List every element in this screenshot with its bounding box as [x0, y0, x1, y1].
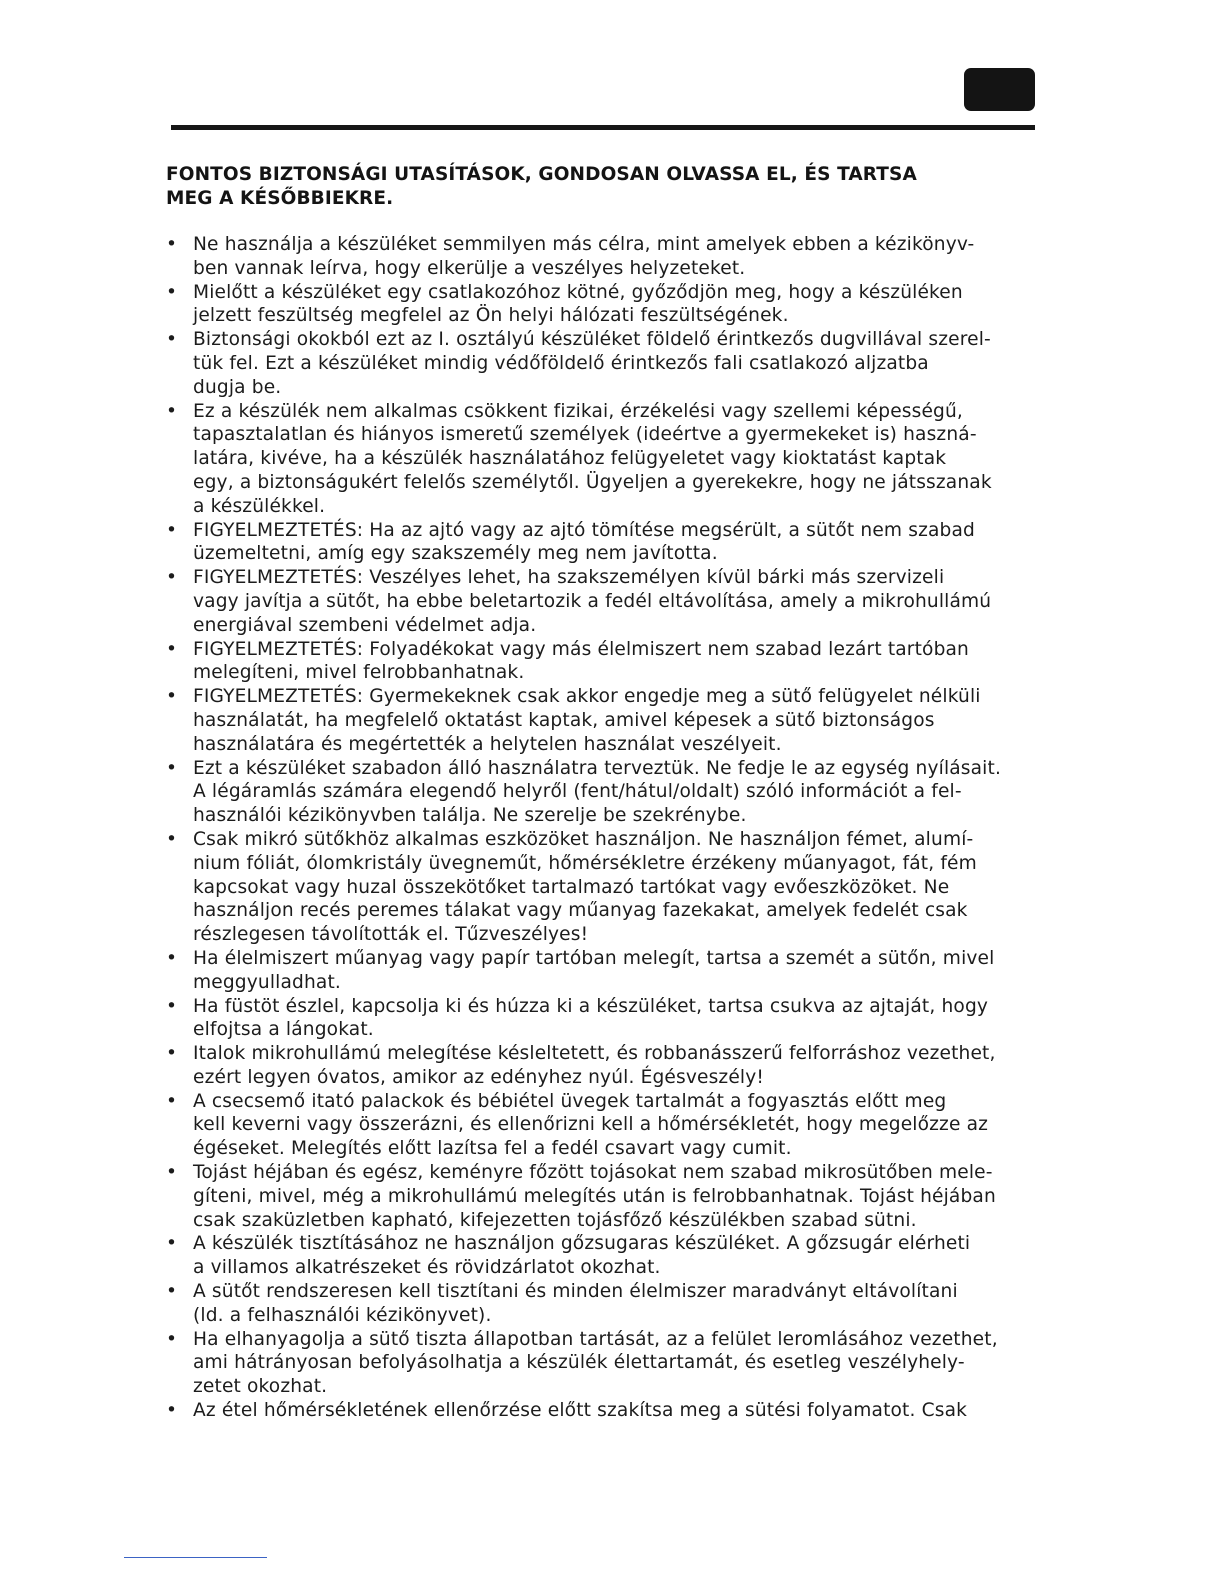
- header-rule: [171, 125, 1035, 130]
- safety-instruction-item: [166, 1328, 1086, 1399]
- bullet-icon: •: [166, 234, 178, 255]
- instruction-text-line: energiával szembeni védelmet adja.: [193, 614, 537, 636]
- bullet-icon: •: [166, 281, 178, 303]
- safety-instruction-item: [166, 233, 1086, 281]
- instruction-text-line: Biztonsági okokból ezt az I. osztályú készüléket földelő érintkezős dugvillával szerel-: [193, 329, 991, 351]
- instruction-text-line: Ez a készülék nem alkalmas csökkent fizikai, érzékelési vagy szellemi képességű,: [193, 400, 963, 422]
- instruction-text-line: Ha füstöt észlel, kapcsolja ki és húzza ki a készüléket, tartsa csukva az ajtaját, hogy: [193, 995, 989, 1017]
- safety-instruction-item: [166, 566, 1086, 637]
- bullet-icon: •: [166, 828, 178, 850]
- bullet-icon: •: [166, 686, 178, 708]
- bullet-icon: •: [166, 1400, 178, 1422]
- safety-instructions-heading: [166, 163, 1046, 211]
- instruction-text-line: A sütőt rendszeresen kell tisztítani és minden élelmiszer maradványt eltávolítani: [193, 1281, 958, 1303]
- instruction-text-line: A készülék tisztításához ne használjon gőzsugaras készüléket. A gőzsugár elérheti: [193, 1233, 971, 1255]
- bullet-icon: •: [166, 567, 178, 589]
- safety-instruction-item: [166, 995, 1086, 1043]
- instruction-text-line: kell keverni vagy összerázni, és ellenőrizni kell a hőmérsékletét, hogy megelőzze az: [193, 1114, 989, 1136]
- safety-instruction-item: [166, 1280, 1086, 1328]
- instruction-text-line: zetet okozhat.: [193, 1376, 328, 1398]
- instruction-text-line: gíteni, mivel, még a mikrohullámú melegítés után is felrobbanhatnak. Tojást héjában: [193, 1185, 996, 1207]
- instruction-text-line: üzemeltetni, amíg egy szakszemély meg nem javította.: [193, 543, 718, 565]
- instruction-text-line: ben vannak leírva, hogy elkerülje a veszélyes helyzeteket.: [193, 257, 746, 279]
- instruction-text-line: Csak mikró sütőkhöz alkalmas eszközöket használjon. Ne használjon fémet, alumí-: [193, 828, 974, 850]
- safety-instruction-item: [166, 828, 1086, 947]
- instruction-text-line: ezért legyen óvatos, amikor az edényhez nyúl. Égésveszély!: [193, 1066, 765, 1088]
- bullet-icon: •: [166, 638, 178, 660]
- bullet-icon: •: [166, 400, 178, 422]
- instruction-text-line: egy, a biztonságukért felelős személytől. Ügyeljen a gyerekekre, hogy ne játsszanak: [193, 471, 992, 493]
- bullet-icon: •: [166, 1162, 178, 1184]
- instruction-text-line: használatára és megértették a helytelen használat veszélyeit.: [193, 733, 782, 755]
- heading-line: MEG A KÉSŐBBIEKRE.: [166, 188, 394, 209]
- instruction-text-line: Tojást héjában és egész, keményre főzött tojásokat nem szabad mikrosütőben mele-: [193, 1162, 993, 1184]
- safety-instruction-item: [166, 685, 1086, 756]
- safety-instruction-item: [166, 947, 1086, 995]
- instruction-text-line: égéseket. Melegítés előtt lazítsa fel a fedél csavart vagy cumit.: [193, 1138, 792, 1160]
- instruction-text-line: jelzett feszültség megfelel az Ön helyi hálózati feszültségének.: [193, 305, 789, 327]
- instruction-text-line: részlegesen távolították el. Tűzveszélyes!: [193, 924, 589, 946]
- instruction-text-line: a készülékkel.: [193, 495, 326, 517]
- instruction-text-line: használjon recés peremes tálakat vagy műanyag fazekakat, amelyek fedelét csak: [193, 900, 968, 922]
- instruction-text-line: Ha elhanyagolja a sütő tiszta állapotban tartását, az a felület leromlásához vezethet,: [193, 1328, 998, 1350]
- safety-instruction-item: [166, 1399, 1086, 1423]
- instruction-text-line: FIGYELMEZTETÉS: Ha az ajtó vagy az ajtó tömítése megsérült, a sütőt nem szabad: [193, 519, 975, 541]
- bullet-icon: •: [166, 519, 178, 541]
- instruction-text-line: melegíteni, mivel felrobbanhatnak.: [193, 662, 525, 684]
- instruction-text-line: tük fel. Ezt a készüléket mindig védőföldelő érintkezős fali csatlakozó aljzatba: [193, 352, 929, 374]
- instruction-text-line: A csecsemő itató palackok és bébiétel üvegek tartalmát a fogyasztás előtt meg: [193, 1090, 947, 1112]
- bullet-icon: •: [166, 947, 178, 969]
- instruction-text-line: (ld. a felhasználói kézikönyvet).: [193, 1304, 492, 1326]
- instruction-text-line: elfojtsa a lángokat.: [193, 1019, 374, 1041]
- instruction-text-line: FIGYELMEZTETÉS: Veszélyes lehet, ha szakszemélyen kívül bárki más szervizeli: [193, 567, 945, 589]
- bullet-icon: •: [166, 1281, 178, 1303]
- instruction-text-line: Az étel hőmérsékletének ellenőrzése előtt szakítsa meg a sütési folyamatot. Csak: [193, 1400, 968, 1422]
- safety-instruction-item: [166, 1161, 1086, 1232]
- bullet-icon: •: [166, 1328, 178, 1350]
- instruction-text-line: Ezt a készüléket szabadon álló használatra terveztük. Ne fedje le az egység nyílásait.: [193, 757, 1001, 779]
- safety-instruction-item: [166, 1042, 1086, 1090]
- instruction-text-line: FIGYELMEZTETÉS: Gyermekeknek csak akkor engedje meg a sütő felügyelet nélküli: [193, 686, 981, 708]
- instruction-text-line: dugja be.: [193, 376, 282, 398]
- instruction-text-line: meggyulladhat.: [193, 971, 341, 993]
- instruction-text-line: ami hátrányosan befolyásolhatja a készülék élettartamát, és esetleg veszélyhely-: [193, 1352, 965, 1374]
- instruction-text-line: Mielőtt a készüléket egy csatlakozóhoz kötné, győződjön meg, hogy a készüléken: [193, 281, 963, 303]
- instruction-text-line: vagy javítja a sütőt, ha ebbe beletartozik a fedél eltávolítása, amely a mikrohullámú: [193, 590, 992, 612]
- instruction-text-line: FIGYELMEZTETÉS: Folyadékokat vagy más élelmiszert nem szabad lezárt tartóban: [193, 638, 969, 660]
- safety-instruction-item: [166, 757, 1086, 828]
- instruction-text-line: használói kézikönyvben találja. Ne szerelje be szekrénybe.: [193, 805, 747, 827]
- instruction-text-line: Ha élelmiszert műanyag vagy papír tartóban melegít, tartsa a szemét a sütőn, mivel: [193, 947, 995, 969]
- instruction-text-line: kapcsokat vagy huzal összekötőket tartalmazó tartókat vagy evőeszközöket. Ne: [193, 876, 950, 898]
- safety-instruction-item: [166, 519, 1086, 567]
- heading-line: FONTOS BIZTONSÁGI UTASÍTÁSOK, GONDOSAN OLVASSA EL, ÉS TARTSA: [166, 164, 917, 185]
- safety-instruction-item: [166, 400, 1086, 519]
- bullet-icon: •: [166, 995, 178, 1017]
- instruction-text-line: használatát, ha megfelelő oktatást kaptak, amivel képesek a sütő biztonságos: [193, 709, 935, 731]
- instruction-text-line: Ne használja a készüléket semmilyen más célra, mint amelyek ebben a kézikönyv-: [193, 234, 975, 255]
- language-tab: [964, 68, 1035, 111]
- instruction-text-line: tapasztalatlan és hiányos ismeretű személyek (ideértve a gyermekeket is) haszná-: [193, 424, 977, 446]
- footnote-rule: [124, 1557, 267, 1558]
- instruction-text-line: nium fóliát, ólomkristály üvegneműt, hőmérsékletre érzékeny műanyagot, fát, fém: [193, 852, 977, 874]
- bullet-icon: •: [166, 1043, 178, 1065]
- safety-instruction-item: [166, 328, 1086, 399]
- bullet-icon: •: [166, 1233, 178, 1255]
- safety-instruction-item: [166, 281, 1086, 329]
- safety-instruction-item: [166, 638, 1086, 686]
- instruction-text-line: Italok mikrohullámú melegítése késleltetett, és robbanásszerű felforráshoz vezethet,: [193, 1043, 996, 1065]
- safety-instructions-list: [166, 233, 1086, 1423]
- instruction-text-line: csak szaküzletben kapható, kifejezetten tojásfőző készülékben szabad sütni.: [193, 1209, 917, 1231]
- bullet-icon: •: [166, 329, 178, 351]
- bullet-icon: •: [166, 1090, 178, 1112]
- bullet-icon: •: [166, 757, 178, 779]
- safety-instruction-item: [166, 1090, 1086, 1161]
- instruction-text-line: A légáramlás számára elegendő helyről (fent/hátul/oldalt) szóló információt a fel-: [193, 781, 962, 803]
- instruction-text-line: a villamos alkatrészeket és rövidzárlatot okozhat.: [193, 1257, 661, 1279]
- instruction-text-line: latára, kivéve, ha a készülék használatához felügyeletet vagy kioktatást kaptak: [193, 448, 947, 470]
- safety-instruction-item: [166, 1232, 1086, 1280]
